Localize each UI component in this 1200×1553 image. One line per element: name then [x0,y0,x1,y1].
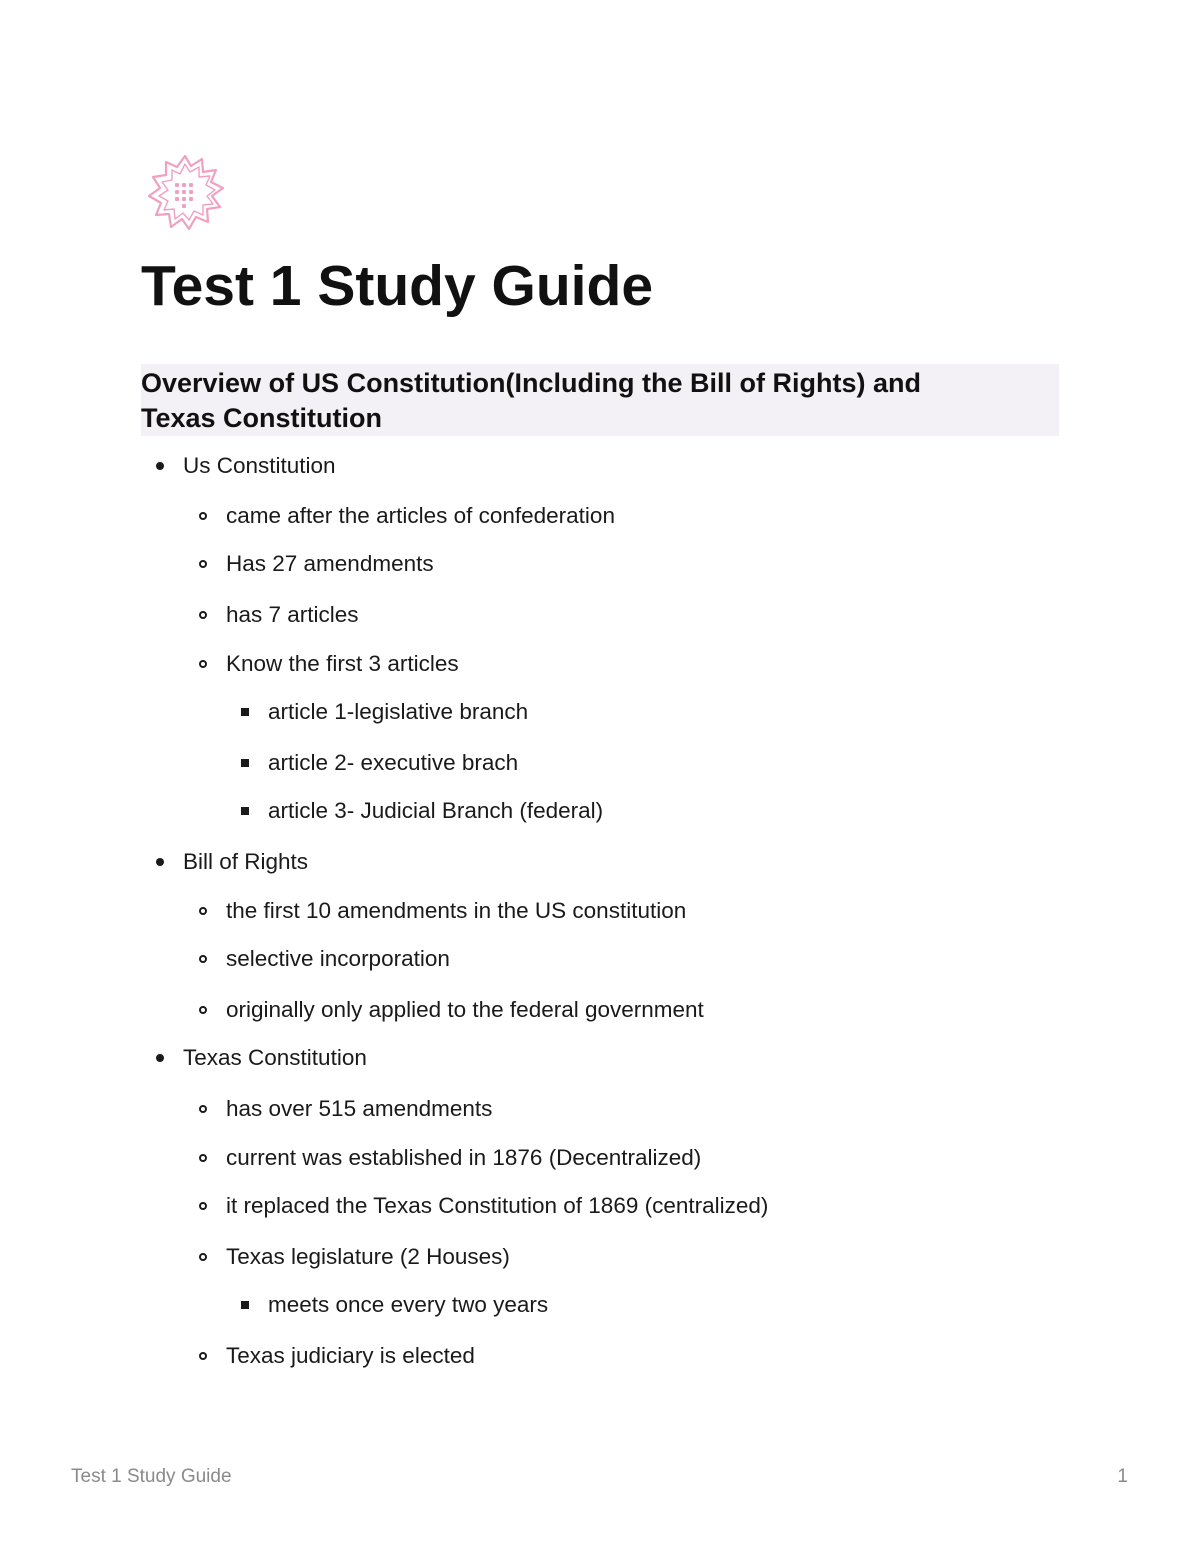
bullet-circle-icon [199,1352,207,1360]
bullet-circle-icon [199,1202,207,1210]
list-item [226,1191,768,1221]
bullet-circle-icon [199,611,207,619]
list-item [226,1094,492,1124]
bullet-circle-icon [199,1253,207,1261]
list-item-text: the first 10 amendments in the US constitution [226,898,687,923]
bullet-circle-icon [199,512,207,520]
list-item [226,944,450,974]
list-item-text: has 7 articles [226,602,359,627]
list-item-text: Texas legislature (2 Houses) [226,1244,510,1269]
list-item-text: Texas Constitution [183,1045,367,1070]
list-item [226,1143,701,1173]
list-item [226,501,615,531]
list-item-text: originally only applied to the federal government [226,997,704,1022]
list-item [183,1043,367,1073]
list-item-text: current was established in 1876 (Decentralized) [226,1145,702,1170]
list-item [226,1242,510,1272]
list-item [226,549,434,579]
list-item [268,1290,548,1320]
bullet-circle-icon [199,955,207,963]
bullet-disc-icon [156,858,164,866]
list-item-text: selective incorporation [226,946,450,971]
list-item [268,697,528,727]
list-item [268,796,603,826]
list-item [183,451,336,481]
bullet-square-icon [241,1301,249,1309]
bullet-circle-icon [199,560,207,568]
bullet-circle-icon [199,1105,207,1113]
footer-page-number: 1 [1117,1466,1128,1487]
list-item-text: Bill of Rights [183,849,309,874]
list-item [183,847,308,877]
list-item [226,896,686,926]
bullet-circle-icon [199,1154,207,1162]
list-item-text: article 3- Judicial Branch (federal) [268,798,604,823]
list-item-text: Us Constitution [183,453,336,478]
page-title: Test 1 Study Guide [141,254,654,318]
list-item-text: article 2- executive brach [268,750,519,775]
section-heading-line-2: Texas Constitution [141,403,383,433]
list-item-text: Know the first 3 articles [226,651,459,676]
bullet-square-icon [241,759,249,767]
list-item-text: came after the articles of confederation [226,503,615,528]
list-item [226,600,359,630]
list-item [226,649,459,679]
bullet-circle-icon [199,907,207,915]
list-item-text: meets once every two years [268,1292,549,1317]
section-heading-line-1: Overview of US Constitution(Including the Bill of Rights) and [141,368,921,398]
list-item [268,748,518,778]
list-item [226,1341,475,1371]
list-item-text: Texas judiciary is elected [226,1343,475,1368]
list-item-text: has over 515 amendments [226,1096,493,1121]
footer-title: Test 1 Study Guide [71,1466,232,1487]
list-item-text: Has 27 amendments [226,551,434,576]
bullet-disc-icon [156,1054,164,1062]
bullet-circle-icon [199,1006,207,1014]
list-item [226,995,704,1025]
bullet-disc-icon [156,462,164,470]
bullet-square-icon [241,708,249,716]
bullet-circle-icon [199,660,207,668]
list-item-text: article 1-legislative branch [268,699,529,724]
list-item-text: it replaced the Texas Constitution of 1869 (centralized) [226,1193,769,1218]
bullet-square-icon [241,807,249,815]
